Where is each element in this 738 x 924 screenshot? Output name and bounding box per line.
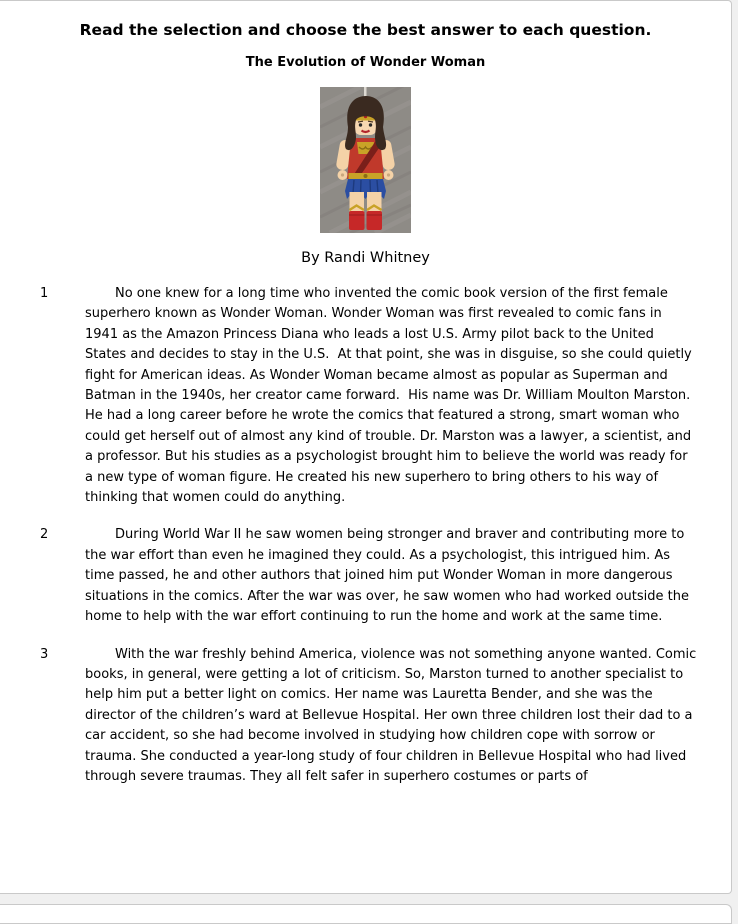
byline: By Randi Whitney (301, 250, 430, 266)
wonder-woman-figure-image (320, 87, 411, 233)
passage-title: The Evolution of Wonder Woman (245, 55, 486, 70)
paragraph-text: During World War II he saw women being stronger and braver and contributing more to the war effort than even he imagined they could. As a psychologist, this intrigued him. As time passed, he and other authors that joined him put Wonder Woman in more dangerous situations in the comics. After the war was over, he saw women who had worked outside the home to help with the war effort continuing to run the home and work at the same time. (85, 527, 694, 625)
paragraph-text: With the war freshly behind America, violence was not something anyone wanted. Comic books, in general, were getting a lot of criticism. So, Marston turned to another specialist to help him put a better light on comics. Her name was Lauretta Bender, and she was the director of the children’s ward at Bellevue Hospital. Her own three children lost their dad to a car accident, so she had become involved in studying how children cope with sorrow or trauma. She conducted a year-long study of four children in Bellevue Hospital who had lived through severe traumas. They all felt safer in superhero costumes or parts of (85, 646, 701, 784)
instruction-heading: Read the selection and choose the best answer to each question. (79, 21, 652, 39)
paragraph-number: 3 (40, 646, 49, 662)
paragraph-2 (40, 525, 697, 627)
next-card-top-edge (0, 904, 732, 924)
paragraph-3 (40, 645, 701, 788)
paragraph-number: 2 (40, 527, 49, 543)
paragraph-1 (40, 284, 697, 508)
paragraph-text: No one knew for a long time who invented the comic book version of the first female superhero known as Wonder Woman. Wonder Woman was first revealed to comic fans in 1941 as the Amazon Princess Diana who leads a lost U.S. Army pilot back to the United States and decides to stay in the U.S. At that point, she was in disguise, so she could quietly fight for American ideas. As Wonder Woman became almost as popular as Superman and Batman in the 1940s, her creator came forward. His name was Dr. William Moulton Marston. He had a long career before he wrote the comics that featured a strong, smart woman who could get herself out of almost any kind of trouble. Dr. Marston was a lawyer, a scientist, and a professor. But his studies as a psychologist brought him to believe the world was ready for a new type of woman figure. He created his new superhero to bring others to his way of thinking that women could do anything. (85, 286, 696, 506)
passage-body (0, 284, 731, 787)
paragraph-number: 1 (40, 286, 49, 301)
lego-minifigure-illustration (320, 87, 411, 233)
